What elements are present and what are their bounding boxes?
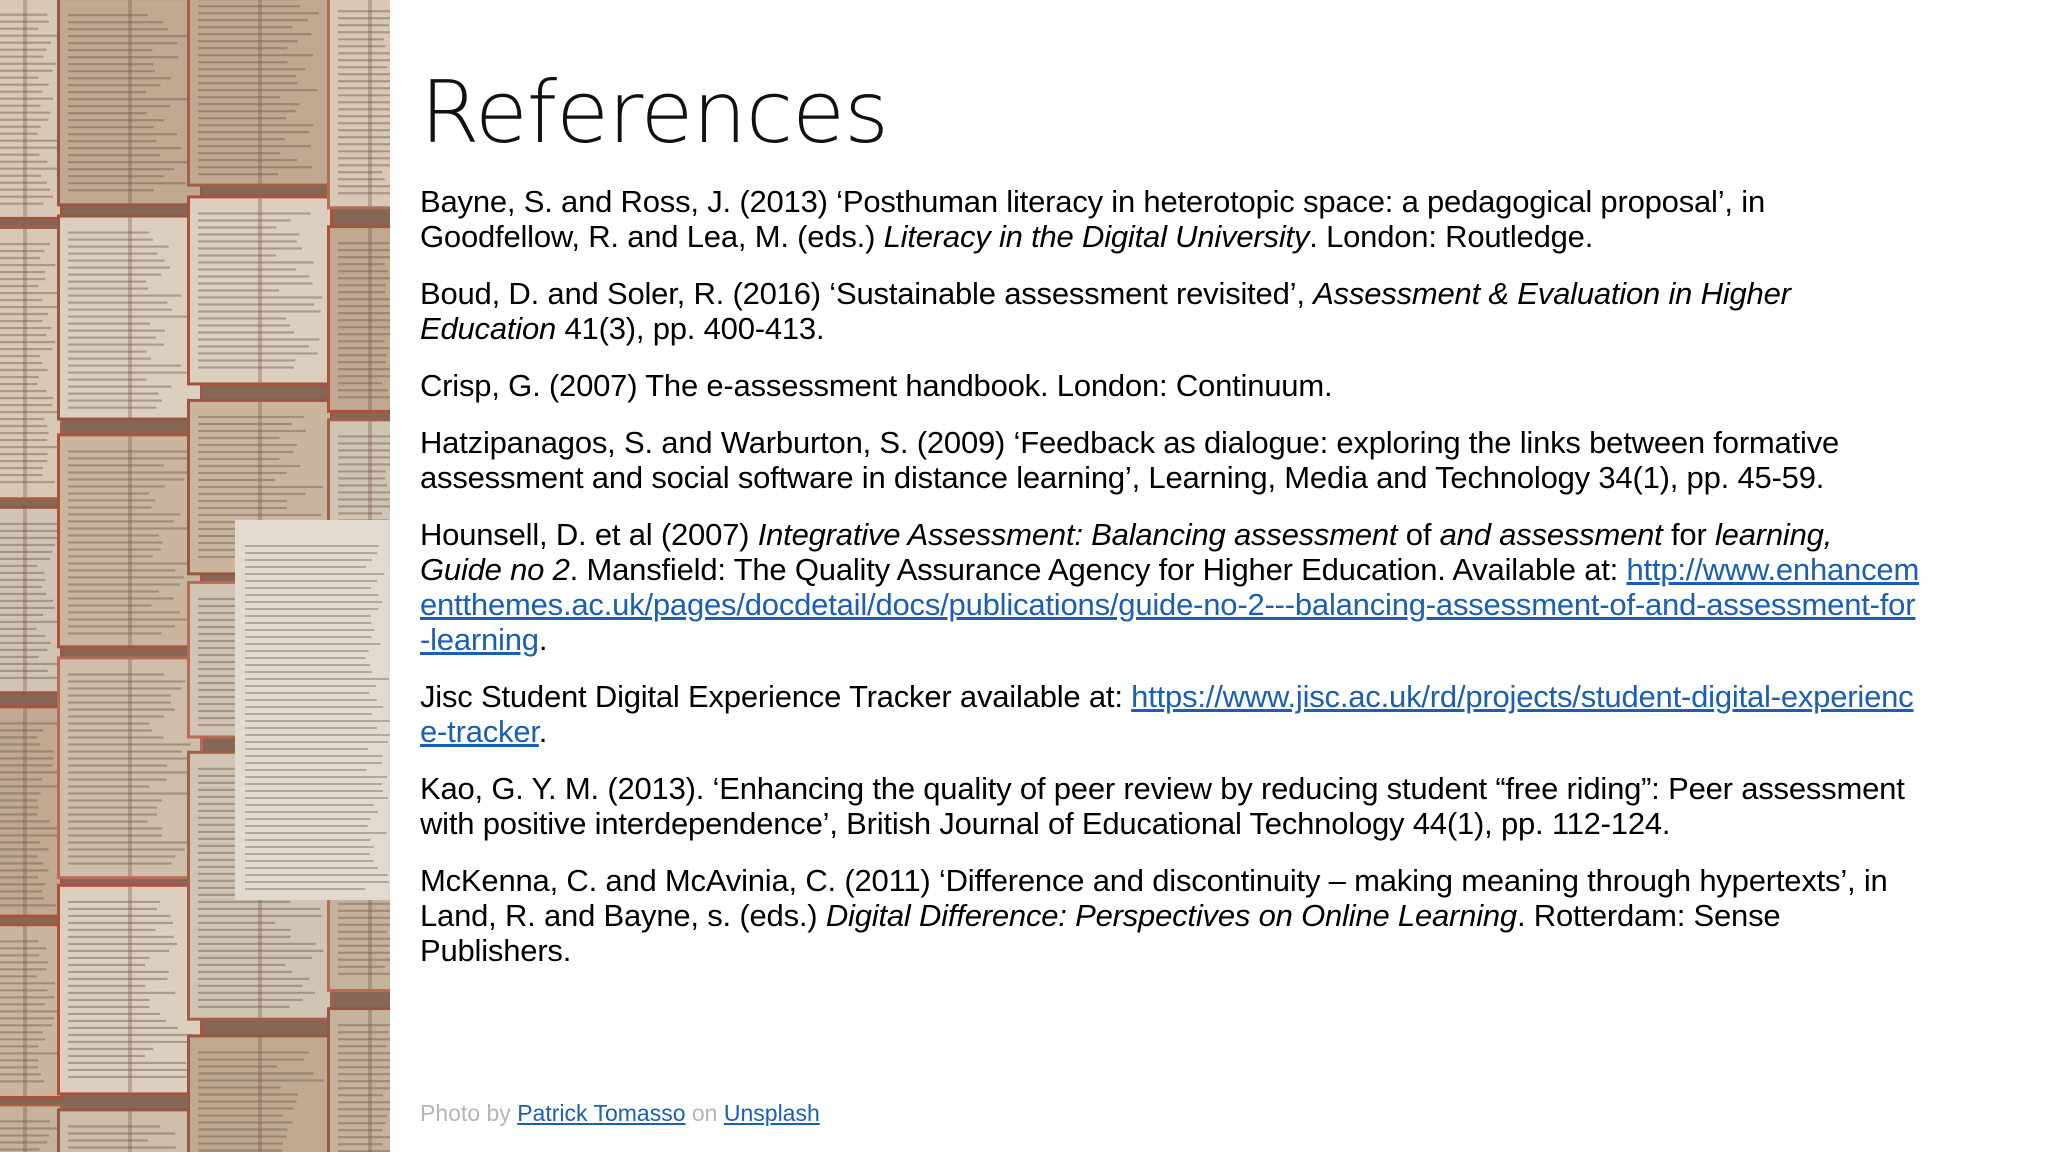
reference-italic-text: learning, Guide no 2 (420, 517, 1833, 587)
reference-item (420, 184, 1920, 254)
reference-item (420, 863, 1920, 968)
reference-text: for (1662, 517, 1715, 552)
reference-text: Crisp, G. (2007) The e-assessment handbook. London: Continuum. (420, 368, 1333, 403)
reference-link[interactable]: https://www.jisc.ac.uk/rd/projects/student-digital-experience-tracker (420, 679, 1914, 749)
credit-middle: on (691, 1100, 718, 1126)
reference-text: McKenna, C. and McAvinia, C. (2011) ‘Difference and discontinuity – making meaning through hypertexts’, in Land, R. and Bayne, s. (eds.) (420, 863, 1888, 933)
reference-list (420, 184, 1920, 968)
reference-text: 41(3), pp. 400-413. (556, 311, 825, 346)
reference-text: . (538, 622, 548, 657)
reference-text: . (538, 714, 548, 749)
reference-text: Kao, G. Y. M. (2013). ‘Enhancing the quality of peer review by reducing student “free riding”: Peer assessment with positive interdependence’, British Journal of Educational Technology 44(1), pp. 112-124. (420, 771, 1905, 841)
reference-text: Bayne, S. and Ross, J. (2013) ‘Posthuman literacy in heterotopic space: a pedagogical proposal’, in Goodfellow, R. and Lea, M. (eds.) (420, 184, 1765, 254)
reference-italic-text: and assessment (1439, 517, 1663, 552)
reference-italic-text: Digital Difference: Perspectives on Online Learning (825, 898, 1517, 933)
slide-title: References (420, 63, 888, 163)
reference-italic-text: Integrative Assessment: Balancing assessment (757, 517, 1398, 552)
reference-item (420, 276, 1920, 346)
photo-credit (420, 1100, 820, 1127)
credit-site-link[interactable]: Unsplash (723, 1100, 820, 1126)
reference-text: Boud, D. and Soler, R. (2016) ‘Sustainable assessment revisited’, (420, 276, 1314, 311)
reference-item (420, 368, 1920, 403)
reference-italic-text: Literacy in the Digital University (883, 219, 1310, 254)
reference-text: . Mansfield: The Quality Assurance Agency for Higher Education. Available at: (569, 552, 1627, 587)
reference-text: Hounsell, D. et al (2007) (420, 517, 758, 552)
reference-item (420, 425, 1920, 495)
reference-text: Jisc Student Digital Experience Tracker available at: (420, 679, 1132, 714)
reference-text: of (1397, 517, 1440, 552)
credit-author-link[interactable]: Patrick Tomasso (517, 1100, 686, 1126)
slide-content (420, 60, 1920, 990)
book-pages-photo (0, 0, 390, 1152)
reference-item (420, 679, 1920, 749)
reference-text: Hatzipanagos, S. and Warburton, S. (2009) ‘Feedback as dialogue: exploring the links between formative assessment and social software in distance learning’, Learning, Media and Technology 34(1), pp. 45-59. (420, 425, 1840, 495)
reference-link[interactable]: http://www.enhancementthemes.ac.uk/pages/docdetail/docs/publications/guide-no-2---balancing-assessment-of-and-assessment-for-learning (420, 552, 1920, 657)
reference-text: . London: Routledge. (1309, 219, 1594, 254)
reference-item (420, 517, 1920, 657)
reference-text: . Rotterdam: Sense Publishers. (420, 898, 1781, 968)
open-books-image (0, 0, 390, 1152)
credit-prefix: Photo by (420, 1100, 511, 1126)
reference-item (420, 771, 1920, 841)
reference-italic-text: Assessment & Evaluation in Higher Education (420, 276, 1791, 346)
